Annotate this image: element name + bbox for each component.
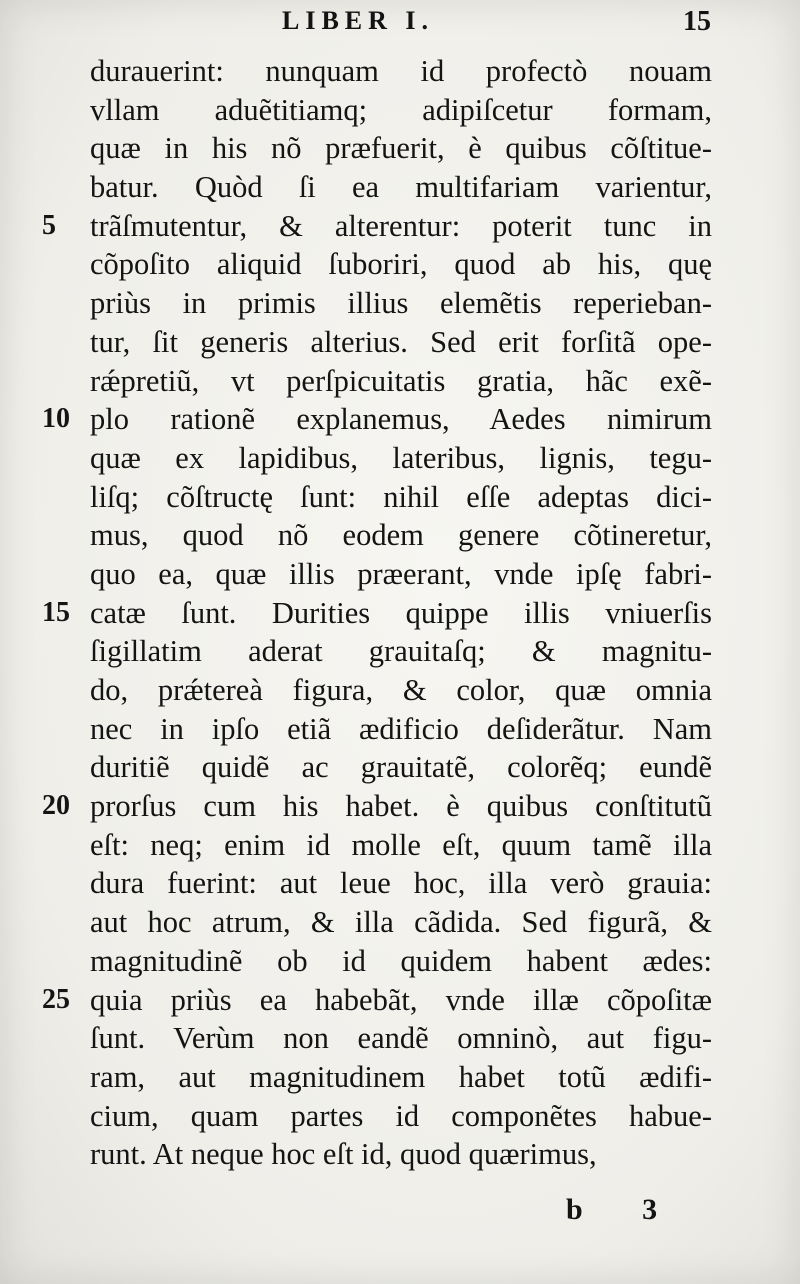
line-text: quo ea, quæ illis præerant, vnde ipſę fabri-: [90, 556, 712, 591]
line-text: prorſus cum his habet. è quibus conſtitutũ: [90, 789, 712, 824]
text-line: [90, 864, 712, 903]
line-text: duritiẽ quidẽ ac grauitatẽ, colorẽq; eundẽ: [90, 750, 712, 785]
text-line: [90, 362, 712, 401]
line-text: dura fuerint: aut leue hoc, illa verò grauia:: [90, 866, 712, 901]
text-line: [90, 826, 712, 865]
body-text: [42, 52, 740, 1174]
line-text: liſq; cõſtructę ſunt: nihil eſſe adeptas dici-: [90, 479, 712, 514]
line-text: cium, quam partes id componẽtes habue-: [90, 1098, 712, 1133]
line-text: eſt: neq; enim id molle eſt, quum tamẽ illa: [90, 827, 712, 862]
line-text: ſunt. Verùm non eandẽ omninò, aut figu-: [90, 1021, 712, 1056]
text-line: [90, 632, 712, 671]
line-text: trãſmutentur, & alterentur: poterit tunc in: [90, 208, 712, 243]
line-text: quæ ex lapidibus, lateribus, lignis, tegu-: [90, 440, 712, 475]
line-text: priùs in primis illius elemẽtis reperieban-: [90, 286, 712, 321]
line-text: rǽpretiũ, vt perſpicuitatis gratia, hãc exẽ-: [90, 363, 712, 398]
line-text: mus, quod nõ eodem genere cõtineretur,: [90, 518, 712, 553]
line-text: ram, aut magnitudinem habet totũ ædifi-: [90, 1059, 712, 1094]
line-number: 5: [42, 209, 56, 241]
text-line: [90, 555, 712, 594]
text-line: [42, 400, 712, 439]
text-line: [90, 284, 712, 323]
line-text: ſigillatim aderat grauitaſq; & magnitu-: [90, 634, 712, 669]
text-line: [42, 594, 712, 633]
text-line: [90, 1019, 712, 1058]
line-text: durauerint: nunquam id profectò nouam: [90, 54, 712, 88]
text-line: [90, 710, 712, 749]
text-line: [90, 439, 712, 478]
line-number: 15: [42, 596, 70, 628]
text-line: [90, 129, 712, 168]
text-line: [90, 478, 712, 517]
text-line: [90, 942, 712, 981]
text-line: [90, 903, 712, 942]
signature-mark: b 3: [566, 1193, 684, 1226]
line-text: batur. Quòd ſi ea multifariam varientur,: [90, 170, 712, 205]
text-line: [90, 748, 712, 787]
running-head: LIBER I.: [282, 6, 435, 35]
line-text: vllam aduẽtitiamq; adipiſcetur formam,: [90, 92, 712, 127]
text-line: [90, 52, 712, 91]
line-text: plo rationẽ explanemus, Aedes nimirum: [90, 402, 712, 437]
page-header: [0, 6, 800, 46]
line-text: nec in ipſo etiã ædificio deſiderãtur. Nam: [90, 711, 712, 746]
text-line: [90, 323, 712, 362]
line-text: catæ ſunt. Durities quippe illis vniuerſis: [90, 595, 712, 630]
line-text: runt. At neque hoc eſt id, quod quærimus,: [90, 1137, 597, 1172]
line-number: 25: [42, 983, 70, 1015]
text-line: [90, 516, 712, 555]
text-line: [90, 671, 712, 710]
line-text: quæ in his nõ præfuerit, è quibus cõſtitue-: [90, 131, 712, 166]
line-number: 10: [42, 403, 70, 435]
line-text: magnitudinẽ ob id quidem habent ædes:: [90, 943, 712, 978]
line-number: 20: [42, 790, 70, 822]
line-text: tur, ſit generis alterius. Sed erit forſitã ope-: [90, 324, 712, 359]
page-number: 15: [683, 6, 711, 37]
line-text: do, prǽtereà figura, & color, quæ omnia: [90, 673, 712, 707]
text-line: [90, 168, 712, 207]
text-line: [90, 1058, 712, 1097]
line-text: aut hoc atrum, & illa cãdida. Sed figurã, &: [90, 905, 712, 940]
text-line: [42, 981, 712, 1020]
line-text: quia priùs ea habebãt, vnde illæ cõpoſitæ: [90, 982, 712, 1017]
text-line: [42, 207, 712, 246]
text-line: [90, 91, 712, 130]
line-text: cõpoſito aliquid ſuboriri, quod ab his, quę: [90, 247, 712, 282]
text-line: [42, 787, 712, 826]
text-line: [90, 1097, 712, 1136]
text-line: [90, 245, 712, 284]
text-line: [90, 1135, 712, 1174]
